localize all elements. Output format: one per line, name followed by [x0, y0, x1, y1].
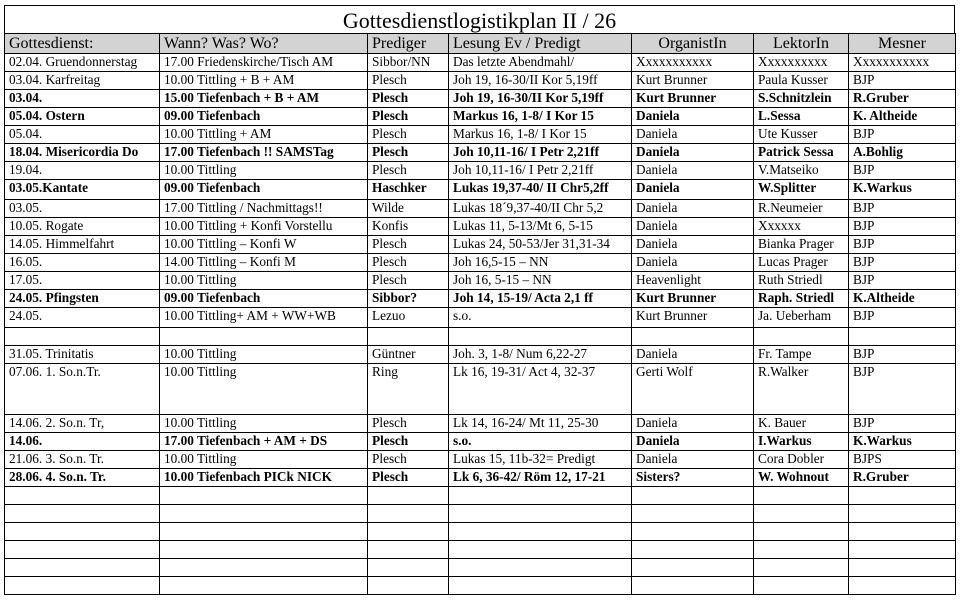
cell-mesner: BJP — [849, 364, 956, 415]
cell-organist — [632, 577, 754, 595]
cell-lektor: R.Walker — [754, 364, 849, 415]
cell-organist: Heavenlight — [632, 272, 754, 290]
cell-wann — [160, 505, 368, 523]
cell-wann: 15.00 Tiefenbach + B + AM — [160, 90, 368, 108]
cell-mesner — [849, 541, 956, 559]
cell-prediger: Wilde — [368, 200, 449, 218]
cell-lektor — [754, 541, 849, 559]
cell-organist — [632, 487, 754, 505]
cell-lesung: Joh 10,11-16/ I Petr 2,21ff — [449, 144, 632, 162]
table-row — [5, 72, 956, 90]
cell-mesner: A.Bohlig — [849, 144, 956, 162]
cell-organist: Daniela — [632, 451, 754, 469]
cell-mesner: BJP — [849, 162, 956, 180]
cell-mesner: BJP — [849, 236, 956, 254]
cell-lektor: L.Sessa — [754, 108, 849, 126]
cell-mesner: BJP — [849, 308, 956, 328]
cell-lektor: Xxxxxx — [754, 218, 849, 236]
cell-mesner — [849, 577, 956, 595]
cell-prediger: Plesch — [368, 236, 449, 254]
cell-gottesdienst — [5, 328, 160, 346]
cell-lesung — [449, 505, 632, 523]
cell-lektor: S.Schnitzlein — [754, 90, 849, 108]
cell-wann: 09.00 Tiefenbach — [160, 290, 368, 308]
cell-gottesdienst — [5, 487, 160, 505]
cell-organist: Gerti Wolf — [632, 364, 754, 415]
cell-wann: 17.00 Tiefenbach !! SAMSTag — [160, 144, 368, 162]
cell-lesung — [449, 577, 632, 595]
cell-organist — [632, 523, 754, 541]
cell-organist: Daniela — [632, 218, 754, 236]
cell-lesung: Joh 16, 5-15 – NN — [449, 272, 632, 290]
cell-mesner — [849, 487, 956, 505]
cell-wann: 09.00 Tiefenbach — [160, 108, 368, 126]
cell-prediger: Lezuo — [368, 308, 449, 328]
cell-lektor — [754, 559, 849, 577]
cell-lesung: Lk 16, 19-31/ Act 4, 32-37 — [449, 364, 632, 415]
cell-gottesdienst: 14.05. Himmelfahrt — [5, 236, 160, 254]
table-row — [5, 236, 956, 254]
cell-organist — [632, 559, 754, 577]
page-title: Gottesdienstlogistikplan II / 26 — [4, 5, 955, 33]
cell-mesner: BJP — [849, 72, 956, 90]
cell-organist: Kurt Brunner — [632, 290, 754, 308]
table-row — [5, 328, 956, 346]
cell-gottesdienst — [5, 577, 160, 595]
cell-gottesdienst: 28.06. 4. So.n. Tr. — [5, 469, 160, 487]
table-row — [5, 415, 956, 433]
cell-prediger: Plesch — [368, 162, 449, 180]
cell-lektor: V.Matseiko — [754, 162, 849, 180]
table-row — [5, 126, 956, 144]
cell-lesung: Lukas 24, 50-53/Jer 31,31-34 — [449, 236, 632, 254]
cell-organist: Daniela — [632, 415, 754, 433]
cell-wann: 10.00 Tittling + B + AM — [160, 72, 368, 90]
cell-wann — [160, 559, 368, 577]
cell-lektor — [754, 577, 849, 595]
cell-lektor: Paula Kusser — [754, 72, 849, 90]
cell-prediger: Plesch — [368, 90, 449, 108]
cell-mesner: K.Warkus — [849, 433, 956, 451]
table-row — [5, 487, 956, 505]
cell-mesner: BJP — [849, 415, 956, 433]
cell-gottesdienst: 10.05. Rogate — [5, 218, 160, 236]
cell-prediger — [368, 523, 449, 541]
cell-prediger — [368, 577, 449, 595]
cell-mesner: BJPS — [849, 451, 956, 469]
header-organist: OrganistIn — [632, 34, 754, 54]
cell-lesung: Lukas 11, 5-13/Mt 6, 5-15 — [449, 218, 632, 236]
cell-prediger: Ring — [368, 364, 449, 415]
cell-wann: 17.00 Friedenskirche/Tisch AM — [160, 54, 368, 72]
cell-gottesdienst: 02.04. Gruendonnerstag — [5, 54, 160, 72]
cell-lesung: s.o. — [449, 308, 632, 328]
cell-gottesdienst — [5, 541, 160, 559]
cell-organist: Daniela — [632, 346, 754, 364]
cell-lesung: Joh 14, 15-19/ Acta 2,1 ff — [449, 290, 632, 308]
cell-gottesdienst: 21.06. 3. So.n. Tr. — [5, 451, 160, 469]
cell-prediger: Güntner — [368, 346, 449, 364]
cell-lesung: Joh 10,11-16/ I Petr 2,21ff — [449, 162, 632, 180]
cell-lesung: Markus 16, 1-8/ I Kor 15 — [449, 126, 632, 144]
cell-wann — [160, 523, 368, 541]
cell-organist: Daniela — [632, 254, 754, 272]
table-row — [5, 108, 956, 126]
table-row — [5, 505, 956, 523]
cell-lektor — [754, 505, 849, 523]
cell-lesung: Markus 16, 1-8/ I Kor 15 — [449, 108, 632, 126]
cell-organist: Daniela — [632, 200, 754, 218]
cell-prediger: Plesch — [368, 451, 449, 469]
table-row — [5, 200, 956, 218]
cell-gottesdienst — [5, 559, 160, 577]
cell-wann: 14.00 Tittling – Konfi M — [160, 254, 368, 272]
cell-lesung: Lukas 15, 11b-32= Predigt — [449, 451, 632, 469]
table-row — [5, 541, 956, 559]
cell-lektor: K. Bauer — [754, 415, 849, 433]
cell-lesung: Joh 19, 16-30/II Kor 5,19ff — [449, 90, 632, 108]
cell-wann: 10.00 Tiefenbach PICk NICK — [160, 469, 368, 487]
cell-wann — [160, 541, 368, 559]
cell-prediger: Plesch — [368, 272, 449, 290]
cell-lesung: Joh. 3, 1-8/ Num 6,22-27 — [449, 346, 632, 364]
cell-lektor — [754, 328, 849, 346]
header-lektor: LektorIn — [754, 34, 849, 54]
cell-gottesdienst: 24.05. Pfingsten — [5, 290, 160, 308]
cell-organist: Kurt Brunner — [632, 308, 754, 328]
cell-wann: 09.00 Tiefenbach — [160, 180, 368, 200]
cell-mesner — [849, 523, 956, 541]
cell-prediger: Plesch — [368, 144, 449, 162]
cell-organist: Daniela — [632, 236, 754, 254]
cell-organist — [632, 505, 754, 523]
cell-organist: Kurt Brunner — [632, 72, 754, 90]
cell-prediger: Plesch — [368, 126, 449, 144]
cell-wann: 10.00 Tittling — [160, 162, 368, 180]
cell-lesung: Lukas 19,37-40/ II Chr5,2ff — [449, 180, 632, 200]
cell-mesner: R.Gruber — [849, 90, 956, 108]
table-row — [5, 218, 956, 236]
cell-prediger: Sibbor? — [368, 290, 449, 308]
cell-mesner: BJP — [849, 218, 956, 236]
cell-wann — [160, 577, 368, 595]
cell-lektor: Xxxxxxxxxx — [754, 54, 849, 72]
cell-lesung: Lukas 18´9,37-40/II Chr 5,2 — [449, 200, 632, 218]
cell-prediger: Sibbor/NN — [368, 54, 449, 72]
schedule-table — [4, 33, 956, 595]
cell-prediger — [368, 328, 449, 346]
cell-organist: Kurt Brunner — [632, 90, 754, 108]
cell-gottesdienst: 03.05.Kantate — [5, 180, 160, 200]
table-row — [5, 433, 956, 451]
cell-organist — [632, 328, 754, 346]
cell-organist: Xxxxxxxxxxx — [632, 54, 754, 72]
cell-lektor: W. Wohnout — [754, 469, 849, 487]
cell-lesung — [449, 487, 632, 505]
header-gottesdienst: Gottesdienst: — [5, 34, 160, 54]
cell-gottesdienst — [5, 523, 160, 541]
cell-wann: 10.00 Tittling — [160, 364, 368, 415]
cell-wann — [160, 487, 368, 505]
cell-mesner: BJP — [849, 346, 956, 364]
table-row — [5, 90, 956, 108]
cell-lektor: I.Warkus — [754, 433, 849, 451]
cell-lektor: Fr. Tampe — [754, 346, 849, 364]
cell-gottesdienst: 24.05. — [5, 308, 160, 328]
cell-gottesdienst: 05.04. — [5, 126, 160, 144]
cell-organist: Daniela — [632, 433, 754, 451]
cell-prediger — [368, 559, 449, 577]
cell-prediger — [368, 487, 449, 505]
cell-lesung: Lk 6, 36-42/ Röm 12, 17-21 — [449, 469, 632, 487]
cell-lektor: Patrick Sessa — [754, 144, 849, 162]
cell-lektor: Bianka Prager — [754, 236, 849, 254]
cell-mesner — [849, 559, 956, 577]
cell-lesung: Joh 19, 16-30/II Kor 5,19ff — [449, 72, 632, 90]
cell-gottesdienst: 19.04. — [5, 162, 160, 180]
cell-prediger: Plesch — [368, 469, 449, 487]
cell-mesner: K.Warkus — [849, 180, 956, 200]
cell-wann: 10.00 Tittling+ AM + WW+WB — [160, 308, 368, 328]
cell-gottesdienst: 07.06. 1. So.n.Tr. — [5, 364, 160, 415]
table-row — [5, 523, 956, 541]
cell-wann: 10.00 Tittling — [160, 272, 368, 290]
cell-organist: Daniela — [632, 162, 754, 180]
cell-lektor: Ja. Ueberham — [754, 308, 849, 328]
cell-prediger: Plesch — [368, 108, 449, 126]
cell-organist: Daniela — [632, 180, 754, 200]
cell-prediger: Konfis — [368, 218, 449, 236]
schedule-sheet — [4, 5, 955, 595]
cell-gottesdienst: 03.04. — [5, 90, 160, 108]
cell-prediger — [368, 541, 449, 559]
table-row — [5, 290, 956, 308]
table-row — [5, 254, 956, 272]
cell-mesner: Xxxxxxxxxxx — [849, 54, 956, 72]
cell-wann: 17.00 Tiefenbach + AM + DS — [160, 433, 368, 451]
cell-lesung: Joh 16,5-15 – NN — [449, 254, 632, 272]
cell-lesung: Das letzte Abendmahl/ — [449, 54, 632, 72]
cell-prediger: Plesch — [368, 415, 449, 433]
cell-prediger: Haschker — [368, 180, 449, 200]
cell-lesung — [449, 328, 632, 346]
table-row — [5, 346, 956, 364]
cell-mesner: BJP — [849, 272, 956, 290]
cell-lektor: Lucas Prager — [754, 254, 849, 272]
cell-lektor: R.Neumeier — [754, 200, 849, 218]
cell-gottesdienst: 17.05. — [5, 272, 160, 290]
cell-prediger: Plesch — [368, 433, 449, 451]
table-row — [5, 54, 956, 72]
cell-lesung — [449, 541, 632, 559]
cell-organist: Daniela — [632, 108, 754, 126]
cell-lesung: Lk 14, 16-24/ Mt 11, 25-30 — [449, 415, 632, 433]
table-row — [5, 469, 956, 487]
cell-organist: Sisters? — [632, 469, 754, 487]
cell-lesung — [449, 523, 632, 541]
cell-gottesdienst: 31.05. Trinitatis — [5, 346, 160, 364]
cell-lektor — [754, 487, 849, 505]
cell-wann: 10.00 Tittling — [160, 415, 368, 433]
table-row — [5, 162, 956, 180]
table-row — [5, 144, 956, 162]
cell-gottesdienst: 14.06. 2. So.n. Tr, — [5, 415, 160, 433]
cell-wann: 10.00 Tittling — [160, 451, 368, 469]
header-prediger: Prediger — [368, 34, 449, 54]
table-row — [5, 180, 956, 200]
table-row — [5, 559, 956, 577]
cell-gottesdienst: 03.04. Karfreitag — [5, 72, 160, 90]
cell-prediger: Plesch — [368, 72, 449, 90]
cell-wann: 10.00 Tittling – Konfi W — [160, 236, 368, 254]
cell-wann: 10.00 Tittling + Konfi Vorstellu — [160, 218, 368, 236]
cell-wann: 10.00 Tittling + AM — [160, 126, 368, 144]
cell-organist: Daniela — [632, 126, 754, 144]
cell-lektor: Raph. Striedl — [754, 290, 849, 308]
cell-gottesdienst: 14.06. — [5, 433, 160, 451]
cell-gottesdienst: 16.05. — [5, 254, 160, 272]
cell-lesung — [449, 559, 632, 577]
table-row — [5, 451, 956, 469]
cell-lektor: Ute Kusser — [754, 126, 849, 144]
header-lesung: Lesung Ev / Predigt — [449, 34, 632, 54]
cell-gottesdienst: 03.05. — [5, 200, 160, 218]
cell-mesner: BJP — [849, 126, 956, 144]
cell-mesner: BJP — [849, 254, 956, 272]
cell-prediger — [368, 505, 449, 523]
table-row — [5, 577, 956, 595]
header-wann: Wann? Was? Wo? — [160, 34, 368, 54]
cell-mesner — [849, 328, 956, 346]
cell-mesner: K.Altheide — [849, 290, 956, 308]
cell-lektor — [754, 523, 849, 541]
cell-lektor: Cora Dobler — [754, 451, 849, 469]
cell-lektor: W.Splitter — [754, 180, 849, 200]
cell-organist: Daniela — [632, 144, 754, 162]
cell-mesner: R.Gruber — [849, 469, 956, 487]
cell-organist — [632, 541, 754, 559]
table-row — [5, 308, 956, 328]
cell-wann — [160, 328, 368, 346]
table-row — [5, 272, 956, 290]
cell-gottesdienst: 18.04. Misericordia Do — [5, 144, 160, 162]
cell-prediger: Plesch — [368, 254, 449, 272]
cell-lektor: Ruth Striedl — [754, 272, 849, 290]
cell-gottesdienst — [5, 505, 160, 523]
cell-mesner — [849, 505, 956, 523]
cell-gottesdienst: 05.04. Ostern — [5, 108, 160, 126]
cell-wann: 10.00 Tittling — [160, 346, 368, 364]
cell-lesung: s.o. — [449, 433, 632, 451]
header-row — [5, 34, 956, 54]
table-row — [5, 364, 956, 415]
cell-mesner: K. Altheide — [849, 108, 956, 126]
cell-mesner: BJP — [849, 200, 956, 218]
header-mesner: Mesner — [849, 34, 956, 54]
cell-wann: 17.00 Tittling / Nachmittags!! — [160, 200, 368, 218]
